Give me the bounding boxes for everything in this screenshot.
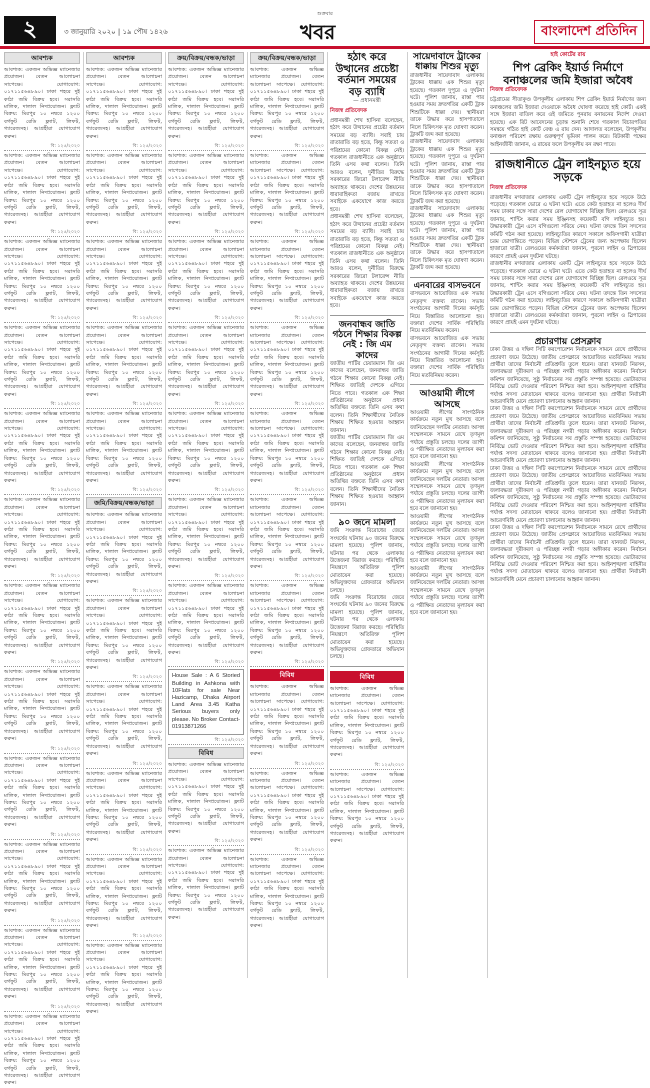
story-headline: প্রচারণায় প্রেসক্লাব <box>534 336 602 347</box>
page-date: ৩ জানুয়ারি ২০২০ | ১৯ পৌষ ১৪২৬ <box>64 28 168 36</box>
story-byline: নিজস্ব প্রতিবেদক <box>490 87 527 94</box>
story-body: জাতীয় পার্টির চেয়ারম্যান জি এম কাদের বলেছেন, জনবান্ধব জাতি গঠনে শিক্ষার কোনো বিকল্প নেই। শিক্ষিত জাতিই দেশকে এগিয়ে নিতে পারে। গতকাল এক শিক্ষা প্রতিষ্ঠানের অনুষ্ঠানে প্রধান অতিথির বক্তব্যে তিনি এসব কথা বলেন। তিনি শিক্ষার্থীদের নৈতিক শিক্ষায় শিক্ষিত হওয়ার আহ্বান জানান। <box>330 435 404 508</box>
column-divider <box>487 52 488 978</box>
story-divider <box>490 153 646 154</box>
story-body: আওয়ামী লীগের সাংগঠনিক কার্যক্রমে নতুন মুখ আসছে বলে জানিয়েছেন দলটির নেতারা। আসন্ন সম্মেলনকে সামনে রেখে তৃণমূল পর্যায়ে প্রস্তুতি চলছে। দলের ত্যাগী ও পরীক্ষিত নেতাদের মূল্যায়ন করা হবে বলে জানানো হয়। <box>410 409 484 461</box>
classified-ad: আবশ্যক: একজন অভিজ্ঞ ম্যানেজার প্রয়োজন। বেতন আলোচনা সাপেক্ষে। যোগাযোগ: ০১৭১১৫৬৪৮৯০। ঢাকা শহরে দুই কাঠা জমি বিক্রয় হবে। সরাসরি মালিক, দালাল নিষ্প্রয়োজন। ফ্ল্যাট বিক্রয়: মিরপুর ১০ নম্বরে ১২০০ বর্গফুট রেডি ফ্ল্যাট, লিফট, গ্যারেজসহ। আগ্রহীরা যোগাযোগ করুন। <box>86 856 162 930</box>
ad-ref: বি: ১২৫/২০২০ <box>86 587 162 596</box>
classified-ad: আবশ্যক: একজন অভিজ্ঞ ম্যানেজার প্রয়োজন। বেতন আলোচনা সাপেক্ষে। যোগাযোগ: ০১৭১১৫৬৪৮৯০। ঢাকা শহরে দুই কাঠা জমি বিক্রয় হবে। সরাসরি মালিক, দালাল নিষ্প্রয়োজন। ফ্ল্যাট বিক্রয়: মিরপুর ১০ নম্বরে ১২০০ বর্গফুট রেডি ফ্ল্যাট, লিফট, গ্যারেজসহ। আগ্রহীরা যোগাযোগ করুন। <box>86 598 162 672</box>
classified-ad: আবশ্যক: একজন অভিজ্ঞ ম্যানেজার প্রয়োজন। বেতন আলোচনা সাপেক্ষে। যোগাযোগ: ০১৭১১৫৬৪৮৯০। ঢাকা শহরে দুই কাঠা জমি বিক্রয় হবে। সরাসরি মালিক, দালাল নিষ্প্রয়োজন। ফ্ল্যাট বিক্রয়: মিরপুর ১০ নম্বরে ১২০০ বর্গফুট রেডি ফ্ল্যাট, লিফট, গ্যারেজসহ। আগ্রহীরা যোগাযোগ করুন। <box>330 685 404 759</box>
classified-ad: আবশ্যক: একজন অভিজ্ঞ ম্যানেজার প্রয়োজন। বেতন আলোচনা সাপেক্ষে। যোগাযোগ: ০১৭১১৫৬৪৮৯০। ঢাকা শহরে দুই কাঠা জমি বিক্রয় হবে। সরাসরি মালিক, দালাল নিষ্প্রয়োজন। ফ্ল্যাট বিক্রয়: মিরপুর ১০ নম্বরে ১২০০ বর্গফুট রেডি ফ্ল্যাট, লিফট, গ্যারেজসহ। আগ্রহীরা যোগাযোগ করুন। <box>168 762 244 835</box>
story-divider <box>330 315 404 316</box>
ad-ref: বি: ১২৫/২০২০ <box>4 228 80 237</box>
page-header <box>0 12 650 46</box>
ad-ref: বি: ১২৫/২০২০ <box>168 736 244 745</box>
ad-ref: বি: ১২৫/২০২০ <box>4 658 80 667</box>
ad-ref: বি: ১২৫/২০২০ <box>250 314 324 323</box>
classified-ad: আবশ্যক: একজন অভিজ্ঞ ম্যানেজার প্রয়োজন। বেতন আলোচনা সাপেক্ষে। যোগাযোগ: ০১৭১১৫৬৪৮৯০। ঢাকা শহরে দুই কাঠা জমি বিক্রয় হবে। সরাসরি মালিক, দালাল নিষ্প্রয়োজন। ফ্ল্যাট বিক্রয়: মিরপুর ১০ নম্বরে ১২০০ বর্গফুট রেডি ফ্ল্যাট, লিফট, গ্যারেজসহ। আগ্রহীরা যোগাযোগ করুন। <box>250 684 324 758</box>
ad-ref: বি: ১২৫/২০২০ <box>86 760 162 769</box>
classified-ad: আবশ্যক: একজন অভিজ্ঞ ম্যানেজার প্রয়োজন। বেতন আলোচনা সাপেক্ষে। যোগাযোগ: ০১৭১১৫৬৪৮৯০। ঢাকা শহরে দুই কাঠা জমি বিক্রয় হবে। সরাসরি মালিক, দালাল নিষ্প্রয়োজন। ফ্ল্যাট বিক্রয়: মিরপুর ১০ নম্বরে ১২০০ বর্গফুট রেডি ফ্ল্যাট, লিফট, গ্যারেজসহ। আগ্রহীরা যোগাযোগ করুন। <box>168 848 244 921</box>
ad-ref: বি: ১২৫/২০২০ <box>168 486 244 495</box>
story-headline: জনবান্ধব জাতি গঠনে শিক্ষার বিকল্প নেই : জি এম কাদের <box>332 319 402 361</box>
story-divider <box>410 277 484 278</box>
classified-ad: আবশ্যক: একজন অভিজ্ঞ ম্যানেজার প্রয়োজন। বেতন আলোচনা সাপেক্ষে। যোগাযোগ: ০১৭১১৫৬৪৮৯০। ঢাকা শহরে দুই কাঠা জমি বিক্রয় হবে। সরাসরি মালিক, দালাল নিষ্প্রয়োজন। ফ্ল্যাট বিক্রয়: মিরপুর ১০ নম্বরে ১২০০ বর্গফুট রেডি ফ্ল্যাট, লিফট, গ্যারেজসহ। আগ্রহীরা যোগাযোগ করুন। <box>86 67 162 140</box>
ad-ref: বি: ১২৫/২০২০ <box>250 572 324 581</box>
ad-ref: বি: ১২৫/২০২০ <box>330 761 404 770</box>
classified-column-1 <box>4 52 80 1087</box>
ad-ref: বি: ১২৫/২০২০ <box>250 228 324 237</box>
story-headline: আওয়ামী লীগে আসছে <box>419 389 475 410</box>
classified-ad: আবশ্যক: একজন অভিজ্ঞ ম্যানেজার প্রয়োজন। বেতন আলোচনা সাপেক্ষে। যোগাযোগ: ০১৭১১৫৬৪৮৯০। ঢাকা শহরে দুই কাঠা জমি বিক্রয় হবে। সরাসরি মালিক, দালাল নিষ্প্রয়োজন। ফ্ল্যাট বিক্রয়: মিরপুর ১০ নম্বরে ১২০০ বর্গফুট রেডি ফ্ল্যাট, লিফট, গ্যারেজসহ। আগ্রহীরা যোগাযোগ করুন। <box>4 841 80 915</box>
ad-ref: বি: ১২৫/২০২০ <box>168 837 244 846</box>
story-headline: সায়েদাবাদে ট্রাকের ধাক্কায় শিশুর মৃত্যু <box>413 52 481 73</box>
classified-column-2 <box>86 52 162 1016</box>
column-divider <box>247 52 248 978</box>
story-body: রাজধানীর মগবাজার এলাকায় একটি ট্রেন লাইনচ্যুত হয়ে সড়কে উঠে পড়েছে। গতকাল ভোরে এ ঘটনা ঘটে। এতে কেউ হতাহত না হলেও দীর্ঘ সময় ঢাকার সঙ্গে সারা দেশের রেল যোগাযোগ বিচ্ছিন্ন ছিল। রেলওয়ে সূত্র জানায়, শান্টিং করার সময় ইঞ্জিনসহ কয়েকটি বগি লাইনচ্যুত হয়। উদ্ধারকারী ট্রেন এসে বগিগুলো সরিয়ে নেয়। ঘটনা তদন্তে তিন সদস্যের কমিটি গঠন করা হয়েছে। লাইনচ্যুতির কারণে সকালে অফিসগামী যাত্রীরা চরম ভোগান্তিতে পড়েন। বিভিন্ন স্টেশনে ট্রেনের জন্য অপেক্ষায় ছিলেন হাজারো যাত্রী। রেলওয়ের কর্মকর্তারা জানান, পুরনো লাইন ও স্লিপারের কারণে প্রায়ই এমন দুর্ঘটনা ঘটছে। <box>490 194 646 260</box>
story-body: আওয়ামী লীগের সাংগঠনিক কার্যক্রমে নতুন মুখ আসছে বলে জানিয়েছেন দলটির নেতারা। আসন্ন সম্মেলনকে সামনে রেখে তৃণমূল পর্যায়ে প্রস্তুতি চলছে। দলের ত্যাগী ও পরীক্ষিত নেতাদের মূল্যায়ন করা হবে বলে জানানো হয়। <box>410 513 484 565</box>
story-headline: ৯০ জনে মামলা <box>338 518 396 529</box>
ad-ref: বি: ১২৫/২০২০ <box>86 142 162 151</box>
story-kicker: হাই কোর্টের রায় <box>550 52 586 58</box>
column-heading: ক্রয়/বিক্রয়/বন্ধক/ভাড়া <box>168 52 244 64</box>
ad-ref: বি: ১২৫/২০২০ <box>4 745 80 754</box>
classified-ad: আবশ্যক: একজন অভিজ্ঞ ম্যানেজার প্রয়োজন। বেতন আলোচনা সাপেক্ষে। যোগাযোগ: ০১৭১১৫৬৪৮৯০। ঢাকা শহরে দুই কাঠা জমি বিক্রয় হবে। সরাসরি মালিক, দালাল নিষ্প্রয়োজন। ফ্ল্যাট বিক্রয়: মিরপুর ১০ নম্বরে ১২০০ বর্গফুট রেডি ফ্ল্যাট, লিফট, গ্যারেজসহ। আগ্রহীরা যোগাযোগ করুন। <box>250 153 324 226</box>
ad-ref: বি: ১২৫/২০২০ <box>250 760 324 769</box>
english-ad-house-sale: House Sale : A 6 Storied Building in Ashkona with 10Flats for sale Near Hazicamp, Dhaka Airport Land Area 3.45 Katha Serious buyers only please. No Broker Contact-01913871266 <box>168 669 244 735</box>
weekday: শুক্রবার <box>317 11 333 17</box>
classified-ad: আবশ্যক: একজন অভিজ্ঞ ম্যানেজার প্রয়োজন। বেতন আলোচনা সাপেক্ষে। যোগাযোগ: ০১৭১১৫৬৪৮৯০। ঢাকা শহরে দুই কাঠা জমি বিক্রয় হবে। সরাসরি মালিক, দালাল নিষ্প্রয়োজন। ফ্ল্যাট বিক্রয়: মিরপুর ১০ নম্বরে ১২০০ বর্গফুট রেডি ফ্ল্যাট, লিফট, গ্যারেজসহ। আগ্রহীরা যোগাযোগ করুন। <box>4 67 80 140</box>
ad-ref: বি: ১২৫/২০২০ <box>168 142 244 151</box>
ad-ref: বি: ১২৫/২০২০ <box>4 486 80 495</box>
news-column-right <box>490 52 646 978</box>
classified-ad: আবশ্যক: একজন অভিজ্ঞ ম্যানেজার প্রয়োজন। বেতন আলোচনা সাপেক্ষে। যোগাযোগ: ০১৭১১৫৬৪৮৯০। ঢাকা শহরে দুই কাঠা জমি বিক্রয় হবে। সরাসরি মালিক, দালাল নিষ্প্রয়োজন। ফ্ল্যাট বিক্রয়: মিরপুর ১০ নম্বরে ১২০০ বর্গফুট রেডি ফ্ল্যাট, লিফট, গ্যারেজসহ। আগ্রহীরা যোগাযোগ করুন। <box>86 770 162 844</box>
story-body: জাতীয় পার্টির চেয়ারম্যান জি এম কাদের বলেছেন, জনবান্ধব জাতি গঠনে শিক্ষার কোনো বিকল্প নেই। শিক্ষিত জাতিই দেশকে এগিয়ে নিতে পারে। গতকাল এক শিক্ষা প্রতিষ্ঠানের অনুষ্ঠানে প্রধান অতিথির বক্তব্যে তিনি এসব কথা বলেন। তিনি শিক্ষার্থীদের নৈতিক শিক্ষায় শিক্ষিত হওয়ার আহ্বান জানান। <box>330 360 404 434</box>
story-headline: হঠাৎ করে উত্থানের প্রচেষ্টা বর্তমান সময়ের বড় ব্যাধি <box>335 52 399 98</box>
classified-ad: আবশ্যক: একজন অভিজ্ঞ ম্যানেজার প্রয়োজন। বেতন আলোচনা সাপেক্ষে। যোগাযোগ: ০১৭১১৫৬৪৮৯০। ঢাকা শহরে দুই কাঠা জমি বিক্রয় হবে। সরাসরি মালিক, দালাল নিষ্প্রয়োজন। ফ্ল্যাট বিক্রয়: মিরপুর ১০ নম্বরে ১২০০ বর্গফুট রেডি ফ্ল্যাট, লিফট, গ্যারেজসহ। আগ্রহীরা যোগাযোগ করুন। <box>4 239 80 312</box>
ad-ref: বি: ১২৫/২০২০ <box>86 400 162 409</box>
classified-ad: আবশ্যক: একজন অভিজ্ঞ ম্যানেজার প্রয়োজন। বেতন আলোচনা সাপেক্ষে। যোগাযোগ: ০১৭১১৫৬৪৮৯০। ঢাকা শহরে দুই কাঠা জমি বিক্রয় হবে। সরাসরি মালিক, দালাল নিষ্প্রয়োজন। ফ্ল্যাট বিক্রয়: মিরপুর ১০ নম্বরে ১২০০ বর্গফুট রেডি ফ্ল্যাট, লিফট, গ্যারেজসহ। আগ্রহীরা যোগাযোগ করুন। <box>86 411 162 484</box>
story-body: ঢাকা উত্তর ও দক্ষিণ সিটি করপোরেশন নির্বাচনকে সামনে রেখে প্রার্থীদের প্রচারণা জমে উঠেছে। জাতীয় প্রেসক্লাবে আয়োজিত মতবিনিময় সভায় প্রার্থীরা তাদের নির্বাচনী প্রতিশ্রুতি তুলে ধরেন। তারা যানজট নিরসন, জলাবদ্ধতা দূরীকরণ ও পরিচ্ছন্ন নগরী গড়ার অঙ্গীকার করেন। নির্বাচন কমিশন জানিয়েছে, সুষ্ঠু নির্বাচনের সব প্রস্তুতি সম্পন্ন হয়েছে। ভোটারদের নির্বিঘ্নে ভোট দেওয়ার পরিবেশ নিশ্চিত করা হবে। আইনশৃঙ্খলা বাহিনীর পর্যাপ্ত সদস্য মোতায়েন থাকবে বলেও জানানো হয়। প্রার্থীরা নির্বাচনী আচরণবিধি মেনে প্রচারণা চালানোর আহ্বান জানান। <box>490 406 646 465</box>
ad-ref: বি: ১২৫/২০২০ <box>168 658 244 667</box>
classified-ad: আবশ্যক: একজন অভিজ্ঞ ম্যানেজার প্রয়োজন। বেতন আলোচনা সাপেক্ষে। যোগাযোগ: ০১৭১১৫৬৪৮৯০। ঢাকা শহরে দুই কাঠা জমি বিক্রয় হবে। সরাসরি মালিক, দালাল নিষ্প্রয়োজন। ফ্ল্যাট বিক্রয়: মিরপুর ১০ নম্বরে ১২০০ বর্গফুট রেডি ফ্ল্যাট, লিফট, গ্যারেজসহ। আগ্রহীরা যোগাযোগ করুন। <box>4 497 80 570</box>
page-number: ২ <box>4 16 56 44</box>
classified-ad: আবশ্যক: একজন অভিজ্ঞ ম্যানেজার প্রয়োজন। বেতন আলোচনা সাপেক্ষে। যোগাযোগ: ০১৭১১৫৬৪৮৯০। ঢাকা শহরে দুই কাঠা জমি বিক্রয় হবে। সরাসরি মালিক, দালাল নিষ্প্রয়োজন। ফ্ল্যাট বিক্রয়: মিরপুর ১০ নম্বরে ১২০০ বর্গফুট রেডি ফ্ল্যাট, লিফট, গ্যারেজসহ। আগ্রহীরা যোগাযোগ করুন। <box>4 411 80 484</box>
classified-ad: আবশ্যক: একজন অভিজ্ঞ ম্যানেজার প্রয়োজন। বেতন আলোচনা সাপেক্ষে। যোগাযোগ: ০১৭১১৫৬৪৮৯০। ঢাকা শহরে দুই কাঠা জমি বিক্রয় হবে। সরাসরি মালিক, দালাল নিষ্প্রয়োজন। ফ্ল্যাট বিক্রয়: মিরপুর ১০ নম্বরে ১২০০ বর্গফুট রেডি ফ্ল্যাট, লিফট, গ্যারেজসহ। আগ্রহীরা যোগাযোগ করুন। <box>168 67 244 140</box>
column-heading: জমি/বিক্রয়/বন্ধক/ভাড়া <box>86 497 162 509</box>
story-body: রাজধানীর মগবাজার এলাকায় একটি ট্রেন লাইনচ্যুত হয়ে সড়কে উঠে পড়েছে। গতকাল ভোরে এ ঘটনা ঘটে। এতে কেউ হতাহত না হলেও দীর্ঘ সময় ঢাকার সঙ্গে সারা দেশের রেল যোগাযোগ বিচ্ছিন্ন ছিল। রেলওয়ে সূত্র জানায়, শান্টিং করার সময় ইঞ্জিনসহ কয়েকটি বগি লাইনচ্যুত হয়। উদ্ধারকারী ট্রেন এসে বগিগুলো সরিয়ে নেয়। ঘটনা তদন্তে তিন সদস্যের কমিটি গঠন করা হয়েছে। লাইনচ্যুতির কারণে সকালে অফিসগামী যাত্রীরা চরম ভোগান্তিতে পড়েন। বিভিন্ন স্টেশনে ট্রেনের জন্য অপেক্ষায় ছিলেন হাজারো যাত্রী। রেলওয়ের কর্মকর্তারা জানান, পুরনো লাইন ও স্লিপারের কারণে প্রায়ই এমন দুর্ঘটনা ঘটছে। <box>490 261 646 327</box>
ad-ref: বি: ১২৫/২০২০ <box>86 486 162 495</box>
ad-ref: বি: ১২৫/২০২০ <box>86 673 162 682</box>
story-body: বাসভবনে আয়োজিত এক সভায় নেতৃবৃন্দ বক্তব্য রাখেন। সভায় সংগঠনের আগামী দিনের কর্মসূচি নিয়ে বিস্তারিত আলোচনা হয়। বক্তারা দেশের সার্বিক পরিস্থিতি নিয়ে মতবিনিময় করেন। <box>410 335 484 379</box>
classified-ad: আবশ্যক: একজন অভিজ্ঞ ম্যানেজার প্রয়োজন। বেতন আলোচনা সাপেক্ষে। যোগাযোগ: ০১৭১১৫৬৪৮৯০। ঢাকা শহরে দুই কাঠা জমি বিক্রয় হবে। সরাসরি মালিক, দালাল নিষ্প্রয়োজন। ফ্ল্যাট বিক্রয়: মিরপুর ১০ নম্বরে ১২০০ বর্গফুট রেডি ফ্ল্যাট, লিফট, গ্যারেজসহ। আগ্রহীরা যোগাযোগ করুন। <box>168 153 244 226</box>
ad-ref: বি: ১২৫/২০২০ <box>86 314 162 323</box>
story-body: রাজধানীর সায়েদাবাদ এলাকায় ট্রাকের ধাক্কায় এক শিশুর মৃত্যু হয়েছে। গতকাল দুপুরে এ দুর্ঘটনা ঘটে। পুলিশ জানায়, রাস্তা পার হওয়ার সময় দ্রুতগতির একটি ট্রাক শিশুটিকে ধাক্কা দেয়। স্থানীয়রা তাকে উদ্ধার করে হাসপাতালে নিলে চিকিৎসক মৃত ঘোষণা করেন। ট্রাকটি জব্দ করা হয়েছে। <box>410 206 484 272</box>
classified-ad: আবশ্যক: একজন অভিজ্ঞ ম্যানেজার প্রয়োজন। বেতন আলোচনা সাপেক্ষে। যোগাযোগ: ০১৭১১৫৬৪৮৯০। ঢাকা শহরে দুই কাঠা জমি বিক্রয় হবে। সরাসরি মালিক, দালাল নিষ্প্রয়োজন। ফ্ল্যাট বিক্রয়: মিরপুর ১০ নম্বরে ১২০০ বর্গফুট রেডি ফ্ল্যাট, লিফট, গ্যারেজসহ। আগ্রহীরা যোগাযোগ করুন। <box>250 770 324 844</box>
ad-ref: বি: ১২৫/২০২০ <box>168 400 244 409</box>
ad-ref: বি: ১২৫/২০২০ <box>4 400 80 409</box>
story-body: আওয়ামী লীগের সাংগঠনিক কার্যক্রমে নতুন মুখ আসছে বলে জানিয়েছেন দলটির নেতারা। আসন্ন সম্মেলনকে সামনে রেখে তৃণমূল পর্যায়ে প্রস্তুতি চলছে। দলের ত্যাগী ও পরীক্ষিত নেতাদের মূল্যায়ন করা হবে বলে জানানো হয়। <box>410 565 484 616</box>
ad-ref: বি: ১২৫/২০২০ <box>250 486 324 495</box>
ad-ref: বি: ১২৫/২০২০ <box>4 572 80 581</box>
classified-ad: আবশ্যক: একজন অভিজ্ঞ ম্যানেজার প্রয়োজন। বেতন আলোচনা সাপেক্ষে। যোগাযোগ: ০১৭১১৫৬৪৮৯০। ঢাকা শহরে দুই কাঠা জমি বিক্রয় হবে। সরাসরি মালিক, দালাল নিষ্প্রয়োজন। ফ্ল্যাট বিক্রয়: মিরপুর ১০ নম্বরে ১২০০ বর্গফুট রেডি ফ্ল্যাট, লিফট, গ্যারেজসহ। আগ্রহীরা যোগাযোগ করুন। <box>4 325 80 398</box>
story-body: রাজধানীর সায়েদাবাদ এলাকায় ট্রাকের ধাক্কায় এক শিশুর মৃত্যু হয়েছে। গতকাল দুপুরে এ দুর্ঘটনা ঘটে। পুলিশ জানায়, রাস্তা পার হওয়ার সময় দ্রুতগতির একটি ট্রাক শিশুটিকে ধাক্কা দেয়। স্থানীয়রা তাকে উদ্ধার করে হাসপাতালে নিলে চিকিৎসক মৃত ঘোষণা করেন। ট্রাকটি জব্দ করা হয়েছে। <box>410 139 484 205</box>
classified-column-3 <box>168 52 244 978</box>
classified-ad: আবশ্যক: একজন অভিজ্ঞ ম্যানেজার প্রয়োজন। বেতন আলোচনা সাপেক্ষে। যোগাযোগ: ০১৭১১৫৬৪৮৯০। ঢাকা শহরে দুই কাঠা জমি বিক্রয় হবে। সরাসরি মালিক, দালাল নিষ্প্রয়োজন। ফ্ল্যাট বিক্রয়: মিরপুর ১০ নম্বরে ১২০০ বর্গফুট রেডি ফ্ল্যাট, লিফট, গ্যারেজসহ। আগ্রহীরা যোগাযোগ করুন। <box>86 684 162 758</box>
column-divider <box>407 52 408 978</box>
story-body: জমি সংক্রান্ত বিরোধের জেরে সংঘর্ষের ঘটনায় ৯০ জনের বিরুদ্ধে মামলা হয়েছে। পুলিশ জানায়, ঘটনার পর থেকে এলাকায় উত্তেজনা বিরাজ করছে। পরিস্থিতি নিয়ন্ত্রণে অতিরিক্ত পুলিশ মোতায়েন করা হয়েছে। অভিযুক্তদের গ্রেফতারে অভিযান চলছে। <box>330 528 404 594</box>
classified-ad: আবশ্যক: একজন অভিজ্ঞ ম্যানেজার প্রয়োজন। বেতন আলোচনা সাপেক্ষে। যোগাযোগ: ০১৭১১৫৬৪৮৯০। ঢাকা শহরে দুই কাঠা জমি বিক্রয় হবে। সরাসরি মালিক, দালাল নিষ্প্রয়োজন। ফ্ল্যাট বিক্রয়: মিরপুর ১০ নম্বরে ১২০০ বর্গফুট রেডি ফ্ল্যাট, লিফট, গ্যারেজসহ। আগ্রহীরা যোগাযোগ করুন। <box>4 927 80 1001</box>
classified-ad: আবশ্যক: একজন অভিজ্ঞ ম্যানেজার প্রয়োজন। বেতন আলোচনা সাপেক্ষে। যোগাযোগ: ০১৭১১৫৬৪৮৯০। ঢাকা শহরে দুই কাঠা জমি বিক্রয় হবে। সরাসরি মালিক, দালাল নিষ্প্রয়োজন। ফ্ল্যাট বিক্রয়: মিরপুর ১০ নম্বরে ১২০০ বর্গফুট রেডি ফ্ল্যাট, লিফট, গ্যারেজসহ। আগ্রহীরা যোগাযোগ করুন। <box>168 411 244 484</box>
ad-ref: বি: ১২৫/২০২০ <box>250 846 324 855</box>
story-body: আওয়ামী লীগের সাংগঠনিক কার্যক্রমে নতুন মুখ আসছে বলে জানিয়েছেন দলটির নেতারা। আসন্ন সম্মেলনকে সামনে রেখে তৃণমূল পর্যায়ে প্রস্তুতি চলছে। দলের ত্যাগী ও পরীক্ষিত নেতাদের মূল্যায়ন করা হবে বলে জানানো হয়। <box>410 461 484 513</box>
column-heading: ক্রয়/বিক্রয়/বন্ধক/ভাড়া <box>250 52 324 64</box>
news-column-b <box>410 52 484 978</box>
top-dateline <box>0 0 650 17</box>
classified-ad: আবশ্যক: একজন অভিজ্ঞ ম্যানেজার প্রয়োজন। বেতন আলোচনা সাপেক্ষে। যোগাযোগ: ০১৭১১৫৬৪৮৯০। ঢাকা শহরে দুই কাঠা জমি বিক্রয় হবে। সরাসরি মালিক, দালাল নিষ্প্রয়োজন। ফ্ল্যাট বিক্রয়: মিরপুর ১০ নম্বরে ১২০০ বর্গফুট রেডি ফ্ল্যাট, লিফট, গ্যারেজসহ। আগ্রহীরা যোগাযোগ করুন। <box>4 669 80 743</box>
story-divider <box>330 513 404 514</box>
classified-ad: আবশ্যক: একজন অভিজ্ঞ ম্যানেজার প্রয়োজন। বেতন আলোচনা সাপেক্ষে। যোগাযোগ: ০১৭১১৫৬৪৮৯০। ঢাকা শহরে দুই কাঠা জমি বিক্রয় হবে। সরাসরি মালিক, দালাল নিষ্প্রয়োজন। ফ্ল্যাট বিক্রয়: মিরপুর ১০ নম্বরে ১২০০ বর্গফুট রেডি ফ্ল্যাট, লিফট, গ্যারেজসহ। আগ্রহীরা যোগাযোগ করুন। <box>250 325 324 398</box>
classified-ad: আবশ্যক: একজন অভিজ্ঞ ম্যানেজার প্রয়োজন। বেতন আলোচনা সাপেক্ষে। যোগাযোগ: ০১৭১১৫৬৪৮৯০। ঢাকা শহরে দুই কাঠা জমি বিক্রয় হবে। সরাসরি মালিক, দালাল নিষ্প্রয়োজন। ফ্ল্যাট বিক্রয়: মিরপুর ১০ নম্বরে ১২০০ বর্গফুট রেডি ফ্ল্যাট, লিফট, গ্যারেজসহ। আগ্রহীরা যোগাযোগ করুন। <box>4 153 80 226</box>
ad-ref: বি: ১২৫/২০২০ <box>4 142 80 151</box>
classified-ad: আবশ্যক: একজন অভিজ্ঞ ম্যানেজার প্রয়োজন। বেতন আলোচনা সাপেক্ষে। যোগাযোগ: ০১৭১১৫৬৪৮৯০। ঢাকা শহরে দুই কাঠা জমি বিক্রয় হবে। সরাসরি মালিক, দালাল নিষ্প্রয়োজন। ফ্ল্যাট বিক্রয়: মিরপুর ১০ নম্বরে ১২০০ বর্গফুট রেডি ফ্ল্যাট, লিফট, গ্যারেজসহ। আগ্রহীরা যোগাযোগ করুন। <box>86 153 162 226</box>
story-byline: নিজস্ব প্রতিবেদক <box>330 108 367 114</box>
ad-ref: বি: ১২৫/২০২০ <box>168 228 244 237</box>
story-divider <box>490 332 646 333</box>
column-divider <box>165 52 166 978</box>
story-headline: এনবারের বাসভবনে <box>413 280 481 291</box>
ad-ref: বি: ১২৫/২০২০ <box>4 917 80 926</box>
ad-ref: বি: ১২৫/২০২০ <box>86 846 162 855</box>
story-body: চট্টগ্রামের সীতাকুণ্ড উপকূলীয় এলাকায় শিপ ব্রেকিং ইয়ার্ড নির্মাণের জন্য বনাঞ্চলের জমি ইজারা দেওয়াকে অবৈধ ঘোষণা করেছে হাই কোর্ট। একই সঙ্গে ইজারা বাতিল করে ওই জমিতে পুনরায় বনায়নের নির্দেশ দেওয়া হয়েছে। এক রিট আবেদনের চূড়ান্ত শুনানি শেষে গতকাল বিচারপতির সমন্বয়ে গঠিত হাই কোর্ট বেঞ্চ এ রায় দেন। আদালত বলেছেন, উপকূলীয় বনাঞ্চল পরিবেশ রক্ষায় গুরুত্বপূর্ণ ভূমিকা পালন করে। রিটকারী পক্ষের আইনজীবী জানান, এ রায়ের ফলে উপকূলীয় বন রক্ষা পাবে। <box>490 97 646 148</box>
classified-ad: আবশ্যক: একজন অভিজ্ঞ ম্যানেজার প্রয়োজন। বেতন আলোচনা সাপেক্ষে। যোগাযোগ: ০১৭১১৫৬৪৮৯০। ঢাকা শহরে দুই কাঠা জমি বিক্রয় হবে। সরাসরি মালিক, দালাল নিষ্প্রয়োজন। ফ্ল্যাট বিক্রয়: মিরপুর ১০ নম্বরে ১২০০ বর্গফুট রেডি ফ্ল্যাট, লিফট, গ্যারেজসহ। আগ্রহীরা যোগাযোগ করুন। <box>86 942 162 1016</box>
ad-ref: বি: ১২৫/২০২০ <box>4 831 80 840</box>
story-byline: নিজস্ব প্রতিবেদক <box>490 184 527 191</box>
classified-column-4 <box>250 52 324 978</box>
ad-ref: বি: ১২৫/২০২০ <box>168 314 244 323</box>
newspaper-logo: বাংলাদেশ প্রতিদিন <box>534 20 644 44</box>
story-body: প্রধানমন্ত্রী শেখ হাসিনা বলেছেন, হঠাৎ করে উত্থানের প্রচেষ্টা বর্তমান সময়ের বড় ব্যাধি। সবাই চায় রাতারাতি বড় হতে, কিন্তু সততা ও পরিশ্রমের কোনো বিকল্প নেই। গতকাল রাজধানীতে এক অনুষ্ঠানে তিনি এসব কথা বলেন। তিনি আরও বলেন, দুর্নীতির বিরুদ্ধে সরকারের জিরো টলারেন্স নীতি অব্যাহত থাকবে। দেশের উন্নয়নের ধারাবাহিকতা বজায় রাখতে সবাইকে একযোগে কাজ করতে হবে। <box>330 118 404 213</box>
story-body: ঢাকা উত্তর ও দক্ষিণ সিটি করপোরেশন নির্বাচনকে সামনে রেখে প্রার্থীদের প্রচারণা জমে উঠেছে। জাতীয় প্রেসক্লাবে আয়োজিত মতবিনিময় সভায় প্রার্থীরা তাদের নির্বাচনী প্রতিশ্রুতি তুলে ধরেন। তারা যানজট নিরসন, জলাবদ্ধতা দূরীকরণ ও পরিচ্ছন্ন নগরী গড়ার অঙ্গীকার করেন। নির্বাচন কমিশন জানিয়েছে, সুষ্ঠু নির্বাচনের সব প্রস্তুতি সম্পন্ন হয়েছে। ভোটারদের নির্বিঘ্নে ভোট দেওয়ার পরিবেশ নিশ্চিত করা হবে। আইনশৃঙ্খলা বাহিনীর পর্যাপ্ত সদস্য মোতায়েন থাকবে বলেও জানানো হয়। প্রার্থীরা নির্বাচনী আচরণবিধি মেনে প্রচারণা চালানোর আহ্বান জানান। <box>490 465 646 524</box>
story-body: জমি সংক্রান্ত বিরোধের জেরে সংঘর্ষের ঘটনায় ৯০ জনের বিরুদ্ধে মামলা হয়েছে। পুলিশ জানায়, ঘটনার পর থেকে এলাকায় উত্তেজনা বিরাজ করছে। পরিস্থিতি নিয়ন্ত্রণে অতিরিক্ত পুলিশ মোতায়েন করা হয়েছে। অভিযুক্তদের গ্রেফতারে অভিযান চলছে। <box>330 595 404 661</box>
column-heading: বিবিধ <box>330 671 404 683</box>
ad-ref: বি: ১২৫/২০২০ <box>86 228 162 237</box>
column-divider <box>327 52 328 978</box>
header-rule <box>0 46 650 49</box>
column-heading: আবশ্যক <box>4 52 80 64</box>
classified-ad: আবশ্যক: একজন অভিজ্ঞ ম্যানেজার প্রয়োজন। বেতন আলোচনা সাপেক্ষে। যোগাযোগ: ০১৭১১৫৬৪৮৯০। ঢাকা শহরে দুই কাঠা জমি বিক্রয় হবে। সরাসরি মালিক, দালাল নিষ্প্রয়োজন। ফ্ল্যাট বিক্রয়: মিরপুর ১০ নম্বরে ১২০০ বর্গফুট রেডি ফ্ল্যাট, লিফট, গ্যারেজসহ। আগ্রহীরা যোগাযোগ করুন। <box>330 771 404 845</box>
classified-ad: আবশ্যক: একজন অভিজ্ঞ ম্যানেজার প্রয়োজন। বেতন আলোচনা সাপেক্ষে। যোগাযোগ: ০১৭১১৫৬৪৮৯০। ঢাকা শহরে দুই কাঠা জমি বিক্রয় হবে। সরাসরি মালিক, দালাল নিষ্প্রয়োজন। ফ্ল্যাট বিক্রয়: মিরপুর ১০ নম্বরে ১২০০ বর্গফুট রেডি ফ্ল্যাট, লিফট, গ্যারেজসহ। আগ্রহীরা যোগাযোগ করুন। <box>168 497 244 570</box>
ad-ref: বি: ১২৫/২০২০ <box>86 932 162 941</box>
classified-ad: আবশ্যক: একজন অভিজ্ঞ ম্যানেজার প্রয়োজন। বেতন আলোচনা সাপেক্ষে। যোগাযোগ: ০১৭১১৫৬৪৮৯০। ঢাকা শহরে দুই কাঠা জমি বিক্রয় হবে। সরাসরি মালিক, দালাল নিষ্প্রয়োজন। ফ্ল্যাট বিক্রয়: মিরপুর ১০ নম্বরে ১২০০ বর্গফুট রেডি ফ্ল্যাট, লিফট, গ্যারেজসহ। আগ্রহীরা যোগাযোগ করুন। <box>250 497 324 570</box>
column-divider <box>83 52 84 978</box>
classified-ad: আবশ্যক: একজন অভিজ্ঞ ম্যানেজার প্রয়োজন। বেতন আলোচনা সাপেক্ষে। যোগাযোগ: ০১৭১১৫৬৪৮৯০। ঢাকা শহরে দুই কাঠা জমি বিক্রয় হবে। সরাসরি মালিক, দালাল নিষ্প্রয়োজন। ফ্ল্যাট বিক্রয়: মিরপুর ১০ নম্বরে ১২০০ বর্গফুট রেডি ফ্ল্যাট, লিফট, গ্যারেজসহ। আগ্রহীরা যোগাযোগ করুন। <box>168 325 244 398</box>
story-body: বাসভবনে আয়োজিত এক সভায় নেতৃবৃন্দ বক্তব্য রাখেন। সভায় সংগঠনের আগামী দিনের কর্মসূচি নিয়ে বিস্তারিত আলোচনা হয়। বক্তারা দেশের সার্বিক পরিস্থিতি নিয়ে মতবিনিময় করেন। <box>410 291 484 335</box>
story-headline: রাজধানীতে ট্রেন লাইনচ্যুত হয়ে সড়কে <box>495 157 641 185</box>
story-subhead: — প্রধানমন্ত্রী <box>353 98 381 104</box>
classified-ad: আবশ্যক: একজন অভিজ্ঞ ম্যানেজার প্রয়োজন। বেতন আলোচনা সাপেক্ষে। যোগাযোগ: ০১৭১১৫৬৪৮৯০। ঢাকা শহরে দুই কাঠা জমি বিক্রয় হবে। সরাসরি মালিক, দালাল নিষ্প্রয়োজন। ফ্ল্যাট বিক্রয়: মিরপুর ১০ নম্বরে ১২০০ বর্গফুট রেডি ফ্ল্যাট, লিফট, গ্যারেজসহ। আগ্রহীরা যোগাযোগ করুন। <box>86 325 162 398</box>
story-body: ঢাকা উত্তর ও দক্ষিণ সিটি করপোরেশন নির্বাচনকে সামনে রেখে প্রার্থীদের প্রচারণা জমে উঠেছে। জাতীয় প্রেসক্লাবে আয়োজিত মতবিনিময় সভায় প্রার্থীরা তাদের নির্বাচনী প্রতিশ্রুতি তুলে ধরেন। তারা যানজট নিরসন, জলাবদ্ধতা দূরীকরণ ও পরিচ্ছন্ন নগরী গড়ার অঙ্গীকার করেন। নির্বাচন কমিশন জানিয়েছে, সুষ্ঠু নির্বাচনের সব প্রস্তুতি সম্পন্ন হয়েছে। ভোটারদের নির্বিঘ্নে ভোট দেওয়ার পরিবেশ নিশ্চিত করা হবে। আইনশৃঙ্খলা বাহিনীর পর্যাপ্ত সদস্য মোতায়েন থাকবে বলেও জানানো হয়। প্রার্থীরা নির্বাচনী আচরণবিধি মেনে প্রচারণা চালানোর আহ্বান জানান। <box>490 347 646 406</box>
story-body: ঢাকা উত্তর ও দক্ষিণ সিটি করপোরেশন নির্বাচনকে সামনে রেখে প্রার্থীদের প্রচারণা জমে উঠেছে। জাতীয় প্রেসক্লাবে আয়োজিত মতবিনিময় সভায় প্রার্থীরা তাদের নির্বাচনী প্রতিশ্রুতি তুলে ধরেন। তারা যানজট নিরসন, জলাবদ্ধতা দূরীকরণ ও পরিচ্ছন্ন নগরী গড়ার অঙ্গীকার করেন। নির্বাচন কমিশন জানিয়েছে, সুষ্ঠু নির্বাচনের সব প্রস্তুতি সম্পন্ন হয়েছে। ভোটারদের নির্বিঘ্নে ভোট দেওয়ার পরিবেশ নিশ্চিত করা হবে। আইনশৃঙ্খলা বাহিনীর পর্যাপ্ত সদস্য মোতায়েন থাকবে বলেও জানানো হয়। প্রার্থীরা নির্বাচনী আচরণবিধি মেনে প্রচারণা চালানোর আহ্বান জানান। <box>490 524 646 583</box>
section-title: খবর <box>300 20 336 44</box>
story-body: রাজধানীর সায়েদাবাদ এলাকায় ট্রাকের ধাক্কায় এক শিশুর মৃত্যু হয়েছে। গতকাল দুপুরে এ দুর্ঘটনা ঘটে। পুলিশ জানায়, রাস্তা পার হওয়ার সময় দ্রুতগতির একটি ট্রাক শিশুটিকে ধাক্কা দেয়। স্থানীয়রা তাকে উদ্ধার করে হাসপাতালে নিলে চিকিৎসক মৃত ঘোষণা করেন। ট্রাকটি জব্দ করা হয়েছে। <box>410 72 484 138</box>
classified-ad: আবশ্যক: একজন অভিজ্ঞ ম্যানেজার প্রয়োজন। বেতন আলোচনা সাপেক্ষে। যোগাযোগ: ০১৭১১৫৬৪৮৯০। ঢাকা শহরে দুই কাঠা জমি বিক্রয় হবে। সরাসরি মালিক, দালাল নিষ্প্রয়োজন। ফ্ল্যাট বিক্রয়: মিরপুর ১০ নম্বরে ১২০০ বর্গফুট রেডি ফ্ল্যাট, লিফট, গ্যারেজসহ। আগ্রহীরা যোগাযোগ করুন। <box>250 67 324 140</box>
classified-ad: আবশ্যক: একজন অভিজ্ঞ ম্যানেজার প্রয়োজন। বেতন আলোচনা সাপেক্ষে। যোগাযোগ: ০১৭১১৫৬৪৮৯০। ঢাকা শহরে দুই কাঠা জমি বিক্রয় হবে। সরাসরি মালিক, দালাল নিষ্প্রয়োজন। ফ্ল্যাট বিক্রয়: মিরপুর ১০ নম্বরে ১২০০ বর্গফুট রেডি ফ্ল্যাট, লিফট, গ্যারেজসহ। আগ্রহীরা যোগাযোগ করুন। <box>250 583 324 657</box>
column-heading: বিবিধ <box>250 669 324 681</box>
ad-ref: বি: ১২৫/২০২০ <box>250 142 324 151</box>
classified-ad: আবশ্যক: একজন অভিজ্ঞ ম্যানেজার প্রয়োজন। বেতন আলোচনা সাপেক্ষে। যোগাযোগ: ০১৭১১৫৬৪৮৯০। ঢাকা শহরে দুই কাঠা জমি বিক্রয় হবে। সরাসরি মালিক, দালাল নিষ্প্রয়োজন। ফ্ল্যাট বিক্রয়: মিরপুর ১০ নম্বরে ১২০০ বর্গফুট রেডি ফ্ল্যাট, লিফট, গ্যারেজসহ। আগ্রহীরা যোগাযোগ করুন। <box>168 239 244 312</box>
classified-ad: আবশ্যক: একজন অভিজ্ঞ ম্যানেজার প্রয়োজন। বেতন আলোচনা সাপেক্ষে। যোগাযোগ: ০১৭১১৫৬৪৮৯০। ঢাকা শহরে দুই কাঠা জমি বিক্রয় হবে। সরাসরি মালিক, দালাল নিষ্প্রয়োজন। ফ্ল্যাট বিক্রয়: মিরপুর ১০ নম্বরে ১২০০ বর্গফুট রেডি ফ্ল্যাট, লিফট, গ্যারেজসহ। আগ্রহীরা যোগাযোগ করুন। <box>86 239 162 312</box>
ad-ref: বি: ১২৫/২০২০ <box>250 658 324 667</box>
classified-ad: আবশ্যক: একজন অভিজ্ঞ ম্যানেজার প্রয়োজন। বেতন আলোচনা সাপেক্ষে। যোগাযোগ: ০১৭১১৫৬৪৮৯০। ঢাকা শহরে দুই কাঠা জমি বিক্রয় হবে। সরাসরি মালিক, দালাল নিষ্প্রয়োজন। ফ্ল্যাট বিক্রয়: মিরপুর ১০ নম্বরে ১২০০ বর্গফুট রেডি ফ্ল্যাট, লিফট, গ্যারেজসহ। আগ্রহীরা যোগাযোগ করুন। <box>4 583 80 657</box>
classified-ad: আবশ্যক: একজন অভিজ্ঞ ম্যানেজার প্রয়োজন। বেতন আলোচনা সাপেক্ষে। যোগাযোগ: ০১৭১১৫৬৪৮৯০। ঢাকা শহরে দুই কাঠা জমি বিক্রয় হবে। সরাসরি মালিক, দালাল নিষ্প্রয়োজন। ফ্ল্যাট বিক্রয়: মিরপুর ১০ নম্বরে ১২০০ বর্গফুট রেডি ফ্ল্যাট, লিফট, গ্যারেজসহ। আগ্রহীরা যোগাযোগ করুন। <box>250 239 324 312</box>
classified-ad: আবশ্যক: একজন অভিজ্ঞ ম্যানেজার প্রয়োজন। বেতন আলোচনা সাপেক্ষে। যোগাযোগ: ০১৭১১৫৬৪৮৯০। ঢাকা শহরে দুই কাঠা জমি বিক্রয় হবে। সরাসরি মালিক, দালাল নিষ্প্রয়োজন। ফ্ল্যাট বিক্রয়: মিরপুর ১০ নম্বরে ১২০০ বর্গফুট রেডি ফ্ল্যাট, লিফট, গ্যারেজসহ। আগ্রহীরা যোগাযোগ করুন। <box>250 856 324 930</box>
ad-ref: বি: ১২৫/২০২০ <box>168 572 244 581</box>
story-divider <box>330 666 404 667</box>
ad-ref: বি: ১২৫/২০২০ <box>4 314 80 323</box>
classified-ad: আবশ্যক: একজন অভিজ্ঞ ম্যানেজার প্রয়োজন। বেতন আলোচনা সাপেক্ষে। যোগাযোগ: ০১৭১১৫৬৪৮৯০। ঢাকা শহরে দুই কাঠা জমি বিক্রয় হবে। সরাসরি মালিক, দালাল নিষ্প্রয়োজন। ফ্ল্যাট বিক্রয়: মিরপুর ১০ নম্বরে ১২০০ বর্গফুট রেডি ফ্ল্যাট, লিফট, গ্যারেজসহ। আগ্রহীরা যোগাযোগ করুন। <box>250 411 324 484</box>
ad-ref: বি: ১২৫/২০২০ <box>4 1003 80 1012</box>
story-body: প্রধানমন্ত্রী শেখ হাসিনা বলেছেন, হঠাৎ করে উত্থানের প্রচেষ্টা বর্তমান সময়ের বড় ব্যাধি। সবাই চায় রাতারাতি বড় হতে, কিন্তু সততা ও পরিশ্রমের কোনো বিকল্প নেই। গতকাল রাজধানীতে এক অনুষ্ঠানে তিনি এসব কথা বলেন। তিনি আরও বলেন, দুর্নীতির বিরুদ্ধে সরকারের জিরো টলারেন্স নীতি অব্যাহত থাকবে। দেশের উন্নয়নের ধারাবাহিকতা বজায় রাখতে সবাইকে একযোগে কাজ করতে হবে। <box>330 214 404 310</box>
story-divider <box>410 384 484 385</box>
classified-ad: আবশ্যক: একজন অভিজ্ঞ ম্যানেজার প্রয়োজন। বেতন আলোচনা সাপেক্ষে। যোগাযোগ: ০১৭১১৫৬৪৮৯০। ঢাকা শহরে দুই কাঠা জমি বিক্রয় হবে। সরাসরি মালিক, দালাল নিষ্প্রয়োজন। ফ্ল্যাট বিক্রয়: মিরপুর ১০ নম্বরে ১২০০ বর্গফুট রেডি ফ্ল্যাট, লিফট, গ্যারেজসহ। আগ্রহীরা যোগাযোগ করুন। <box>4 1013 80 1087</box>
classified-ad: আবশ্যক: একজন অভিজ্ঞ ম্যানেজার প্রয়োজন। বেতন আলোচনা সাপেক্ষে। যোগাযোগ: ০১৭১১৫৬৪৮৯০। ঢাকা শহরে দুই কাঠা জমি বিক্রয় হবে। সরাসরি মালিক, দালাল নিষ্প্রয়োজন। ফ্ল্যাট বিক্রয়: মিরপুর ১০ নম্বরে ১২০০ বর্গফুট রেডি ফ্ল্যাট, লিফট, গ্যারেজসহ। আগ্রহীরা যোগাযোগ করুন। <box>86 512 162 585</box>
classified-ad: আবশ্যক: একজন অভিজ্ঞ ম্যানেজার প্রয়োজন। বেতন আলোচনা সাপেক্ষে। যোগাযোগ: ০১৭১১৫৬৪৮৯০। ঢাকা শহরে দুই কাঠা জমি বিক্রয় হবে। সরাসরি মালিক, দালাল নিষ্প্রয়োজন। ফ্ল্যাট বিক্রয়: মিরপুর ১০ নম্বরে ১২০০ বর্গফুট রেডি ফ্ল্যাট, লিফট, গ্যারেজসহ। আগ্রহীরা যোগাযোগ করুন। <box>168 583 244 657</box>
news-column-a <box>330 52 404 978</box>
classified-ad: আবশ্যক: একজন অভিজ্ঞ ম্যানেজার প্রয়োজন। বেতন আলোচনা সাপেক্ষে। যোগাযোগ: ০১৭১১৫৬৪৮৯০। ঢাকা শহরে দুই কাঠা জমি বিক্রয় হবে। সরাসরি মালিক, দালাল নিষ্প্রয়োজন। ফ্ল্যাট বিক্রয়: মিরপুর ১০ নম্বরে ১২০০ বর্গফুট রেডি ফ্ল্যাট, লিফট, গ্যারেজসহ। আগ্রহীরা যোগাযোগ করুন। <box>4 755 80 829</box>
ad-ref: বি: ১২৫/২০২০ <box>250 400 324 409</box>
column-heading: বিবিধ <box>168 747 244 759</box>
story-headline: শিপ ব্রেকিং ইয়ার্ড নির্মাণে বনাঞ্চলের জমি ইজারা অবৈধ <box>503 61 633 87</box>
column-heading: আবশ্যক <box>86 52 162 64</box>
